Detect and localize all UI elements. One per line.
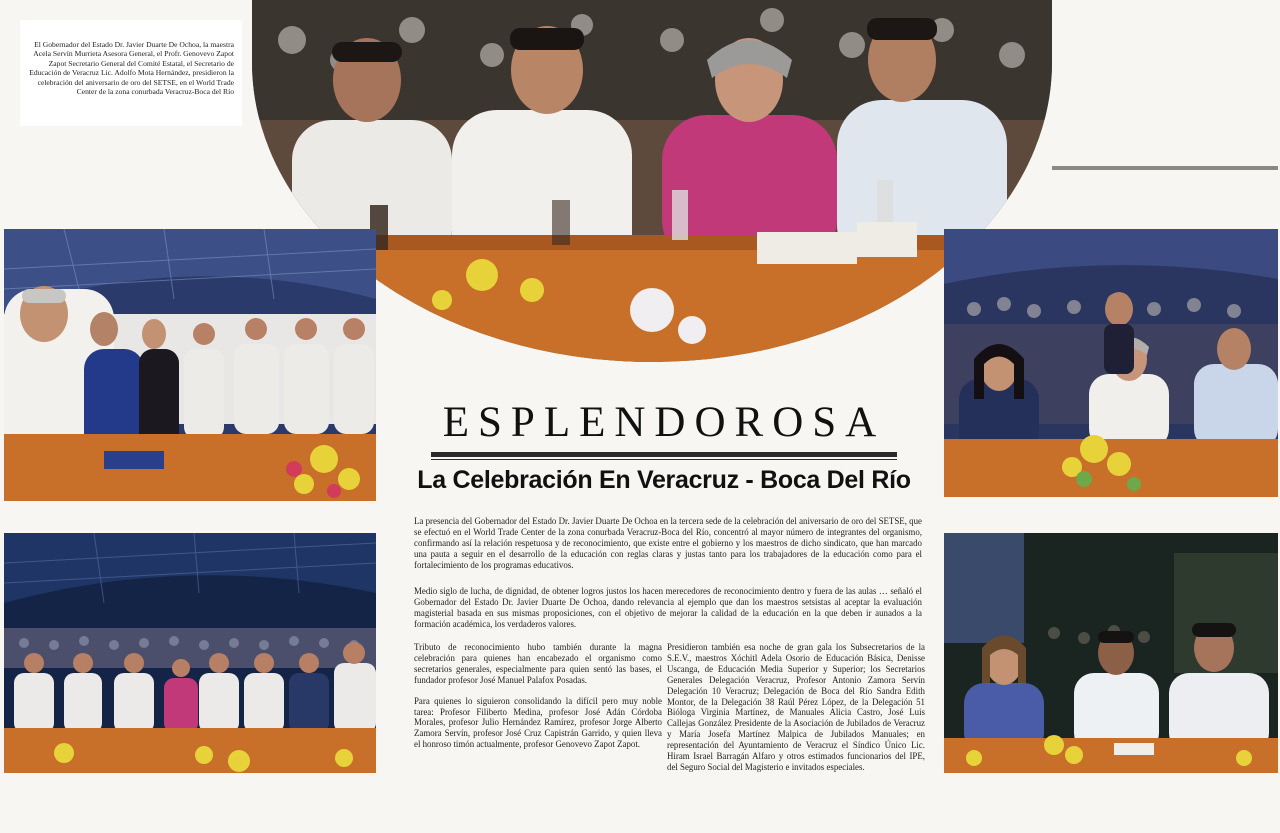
photo-seated-audience xyxy=(944,229,1278,497)
article-column-right xyxy=(667,642,925,773)
article-column-left xyxy=(414,642,662,760)
photo-guests-applauding xyxy=(4,229,376,501)
rule-thin xyxy=(431,459,897,460)
decorative-rule xyxy=(1052,166,1278,170)
headline-block xyxy=(405,390,923,500)
photo-hall-standing-row xyxy=(4,533,376,773)
photo-three-guests-table xyxy=(944,533,1278,773)
rule-thick xyxy=(431,452,897,457)
article-paragraph-medio: Medio siglo de lucha, de dignidad, de obtener logros justos los hacen merecedores de reconocimiento dentro y fuera de las aulas … señaló el Gobernador del Estado Dr. Javier Duarte De Ochoa, dando relevancia al ejemplo que dan los maestros setsistas al aceptar la evaluación magisterial basada en sus mismas proposiciones, con el objetivo de mejorar la calidad de la educación en la que deben ir aunados a la formación académica, los verdaderos valores. xyxy=(414,586,922,629)
article-paragraph-quienes: Para quienes lo siguieron consolidando la difícil pero muy noble tarea: Profesor Filiberto Medina, profesor José Adán Córdoba Morales, profesor Julio Hernández Ramírez, profesor Jorge Alberto Zamora Servín, profesor José Cruz Capistrán Garrido, y quien lleva el honroso timón actualmente, profesor Genovevo Zapot Zapot. xyxy=(414,695,662,750)
subheadline: La Celebración En Veracruz - Boca Del Río xyxy=(417,466,911,494)
article-paragraph-presidieron: Presidieron también esa noche de gran gala los Subsecretarios de la S.E.V., maestros Xóchitl Adela Osorio de Educación Básica, Denisse Uscanga, de Educación Media Superior y Superior; los Secretarios Generales Delegación Veracruz, Profesor Antonio Zamora Servín Delegación 10 Veracruz; Delegación de Boca del Río Sandra Edith Montor, de la Delegación 38 Raúl Pérez López, de la Delegación 51 Bióloga Virginia Martínez, de Manuales Alicia Castro, José Luis Callejas González Presidente de la Asociación de Jubilados de Veracruz y María Josefa Martínez Malpica de Jubilados Manuales; en representación del Ayuntamiento de Veracruz el Síndico Único Lic. Hiram Israel Barragán Alfaro y otros estimados funcionarios del IPE, del Seguro Social del Magisterio e invitados especiales. xyxy=(667,642,925,772)
article-paragraph-intro: La presencia del Gobernador del Estado Dr. Javier Duarte De Ochoa en la tercera sede de la celebración del aniversario de oro del SETSE, que se efectuó en el World Trade Center de la zona conurbada Veracruz-Boca del Río, concentró al mayor número de integrantes del organismo, confirmando así la relación respetuosa y de reconocimiento, que existe entre el gobierno y los maestros de dicho sindicato, que han marcado una pauta a seguir en el desarrollo de la educación con reglas claras y justas tanto para los trabajadores de la educación como para el fortalecimiento de los programas educativos. xyxy=(414,516,922,570)
article-paragraph-tributo: Tributo de reconocimiento hubo también durante la magna celebración para quienes han encabezado el organismo como secretarios generales, especialmente para quien sentó las bases, el fundador profesor José Manuel Palafox Posadas. xyxy=(414,642,662,685)
masthead-title: ESPLENDOROSA xyxy=(442,399,886,446)
photo-caption: El Gobernador del Estado Dr. Javier Duarte De Ochoa, la maestra Acela Servín Murrieta Asesora General, el Profr. Genovevo Zapot Zapot Secretario General del Comité Estatal, el Secretario de Educación de Veracruz Lic. Adolfo Mota Hernández, presidieron la celebración del aniversario de oro del SETSE, en el World Trade Center de la zona conurbada Veracruz-Boca del Río xyxy=(20,20,242,126)
